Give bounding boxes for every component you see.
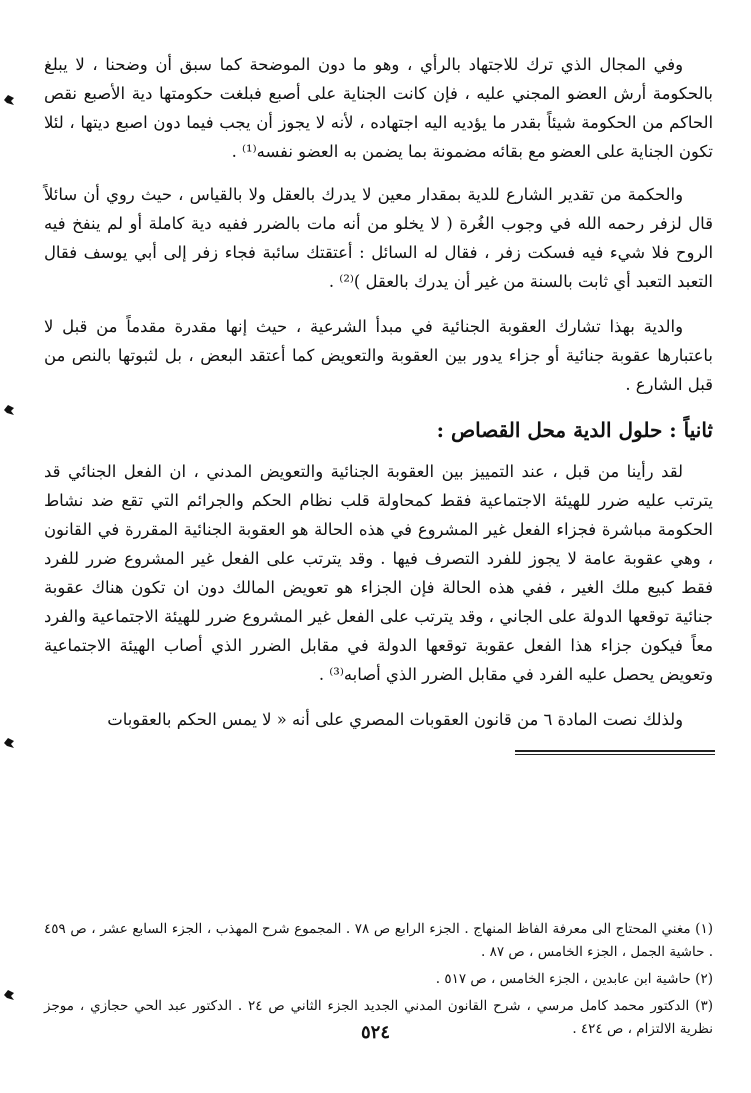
- scan-mark-icon: [4, 990, 14, 1000]
- section-heading: ثانياً : حلول الدية محل القصاص :: [436, 418, 713, 442]
- paragraph-3: والدية بهذا تشارك العقوبة الجنائية في مبدأ الشرعية ، حيث إنها مقدرة مقدماً من قبل لا باعتبارها عقوبة جنائية أو جزاء يدور بين العقوبة والتعويض كما أعتقد البعض ، بل لثبوتها بالنص من قبل الشارع .: [44, 317, 713, 394]
- paragraph-2: والحكمة من تقدير الشارع للدية بمقدار معين لا يدرك بالعقل ولا بالقياس ، حيث روي أن سائلاً قال لزفر رحمه الله في وجوب الغُرة ( لا يخلو من أنه مات بالضرر ففيه دية كاملة أو لم ينفخ فيه الروح فلا شيء فيه فسكت زفر ، فقال له السائل : أعتقتك سائبة فجاء زفر إلى أبي يوسف فقال التعبد التعبد أي ثابت بالسنة من غير أن يدرك بالعقل )⁽²⁾ .: [44, 185, 713, 291]
- document-page: [44, 50, 713, 1073]
- footnote-divider: [515, 750, 715, 755]
- footnote-2: (٢) حاشية ابن عابدين ، الجزء الخامس ، ص ٥١٧ .: [435, 971, 713, 987]
- scan-mark-icon: [4, 738, 14, 748]
- scan-mark-icon: [4, 95, 14, 105]
- scan-mark-icon: [4, 405, 14, 415]
- footnote-3: (٣) الدكتور محمد كامل مرسي ، شرح القانون المدني الجديد الجزء الثاني ص ٢٤ . الدكتور عبد الحي حجازي ، موجز نظرية الالتزام ، ص ٤٢٤ .: [44, 998, 713, 1037]
- footnote-1: (١) مغني المحتاج الى معرفة الفاظ المنهاج . الجزء الرابع ص ٧٨ . المجموع شرح المهذب ، الجزء السابع عشر ، ص ٤٥٩ . حاشية الجمل ، الجزء الخامس ، ص ٨٧ .: [44, 921, 713, 960]
- paragraph-1: وفي المجال الذي ترك للاجتهاد بالرأي ، وهو ما دون الموضحة كما سبق أن وضحنا ، لا يبلغ بالحكومة أرش العضو المجني عليه ، فإن كانت الجناية على أصبع فبلغت حكومتها دية الأصبع نقص الحاكم من الحكومة شيئاً بقدر ما يؤديه اليه اجتهاده ، لأنه لا يجوز أن يجب فيما دون اصبع ديتها ، لئلا تكون الجناية على العضو مع بقائه مضمونة بما يضمن به العضو نفسه⁽¹⁾ .: [44, 55, 713, 161]
- paragraph-4: لقد رأينا من قبل ، عند التمييز بين العقوبة الجنائية والتعويض المدني ، ان الفعل الجنائي قد يترتب عليه ضرر للهيئة الاجتماعية فقط كمحاولة قلب نظام الحكم والجرائم التي تقع ضد نشاط الحكومة مباشرة فجزاء الفعل غير المشروع في هذه الحالة هو العقوبة الجنائية المقررة في القانون ، وهي عقوبة عامة لا يجوز للفرد التصرف فيها . وقد يترتب على الفعل غير المشروع ضرر للفرد فقط كبيع ملك الغير ، ففي هذه الحالة فإن الجزاء هو تعويض المالك دون ان تكون هناك عقوبة جنائية توقعها الدولة على الجاني ، وقد يترتب على الفعل غير المشروع ضرر للهيئة الاجتماعية والفرد معاً فيكون جزاء هذا الفعل عقوبة توقعها الدولة في مقابل الضرر الذي أصاب الهيئة الاجتماعية وتعويض يحصل عليه الفرد في مقابل الضرر الذي أصابه⁽³⁾ .: [44, 462, 713, 684]
- page-number: ٥٢٤: [360, 1022, 390, 1043]
- paragraph-5: ولذلك نصت المادة ٦ من قانون العقوبات المصري على أنه « لا يمس الحكم بالعقوبات: [107, 710, 683, 729]
